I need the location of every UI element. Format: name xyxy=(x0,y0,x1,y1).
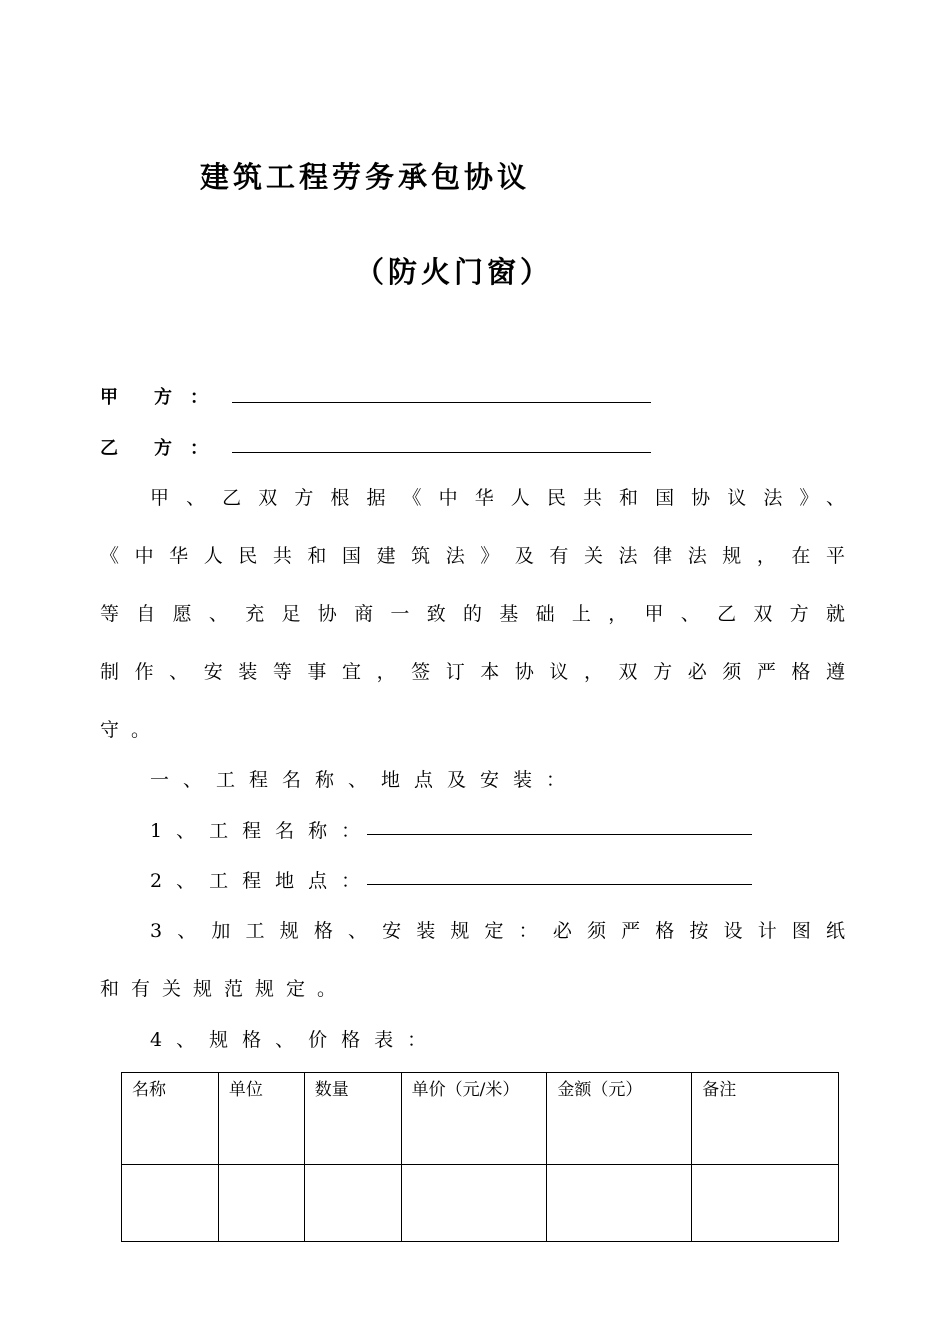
document-title: 建筑工程劳务承包协议 xyxy=(200,160,531,194)
party-b-blank xyxy=(232,452,651,453)
cell-unit-price[interactable] xyxy=(401,1165,547,1242)
header-name: 名称 xyxy=(122,1073,219,1165)
project-name-blank xyxy=(367,834,752,835)
item-3-line-2: 和有关规范规定。 xyxy=(100,978,349,1000)
cell-quantity[interactable] xyxy=(304,1165,401,1242)
price-table xyxy=(121,1072,839,1242)
party-b-label: 乙 方 ： xyxy=(100,438,208,459)
header-remarks: 备注 xyxy=(692,1073,839,1165)
cell-name[interactable] xyxy=(122,1165,219,1242)
project-location-blank xyxy=(367,884,752,885)
item-1-label: 1、工程名称： xyxy=(150,820,375,842)
header-unit: 单位 xyxy=(218,1073,304,1165)
preamble-line-5: 守。 xyxy=(100,719,163,741)
preamble-line-2: 《中华人民共和国建筑法》及有关法律法规，在平 xyxy=(100,545,845,567)
section-1-heading: 一、工程名称、地点及安装： xyxy=(150,769,580,791)
item-4-label: 4、规格、价格表： xyxy=(150,1029,441,1051)
item-2-label: 2、工程地点： xyxy=(150,870,375,892)
header-quantity: 数量 xyxy=(304,1073,401,1165)
preamble-line-1: 甲、乙双方根据《中华人民共和国协议法》、 xyxy=(150,487,845,509)
preamble-line-4: 制作、安装等事宜，签订本协议，双方必须严格遵 xyxy=(100,661,845,683)
header-unit-price: 单价（元/米） xyxy=(401,1073,547,1165)
cell-unit[interactable] xyxy=(218,1165,304,1242)
item-3-line-1: 3、加工规格、安装规定：必须严格按设计图纸 xyxy=(150,920,845,942)
table-header-row xyxy=(122,1073,839,1165)
cell-amount[interactable] xyxy=(547,1165,692,1242)
cell-remarks[interactable] xyxy=(692,1165,839,1242)
party-a-label: 甲 方 ： xyxy=(100,387,208,408)
document-subtitle: （防火门窗） xyxy=(355,255,554,289)
table-row xyxy=(122,1165,839,1242)
preamble-line-3: 等自愿、充足协商一致的基础上，甲、乙双方就 xyxy=(100,603,845,625)
party-a-blank xyxy=(232,402,651,403)
header-amount: 金额（元） xyxy=(547,1073,692,1165)
